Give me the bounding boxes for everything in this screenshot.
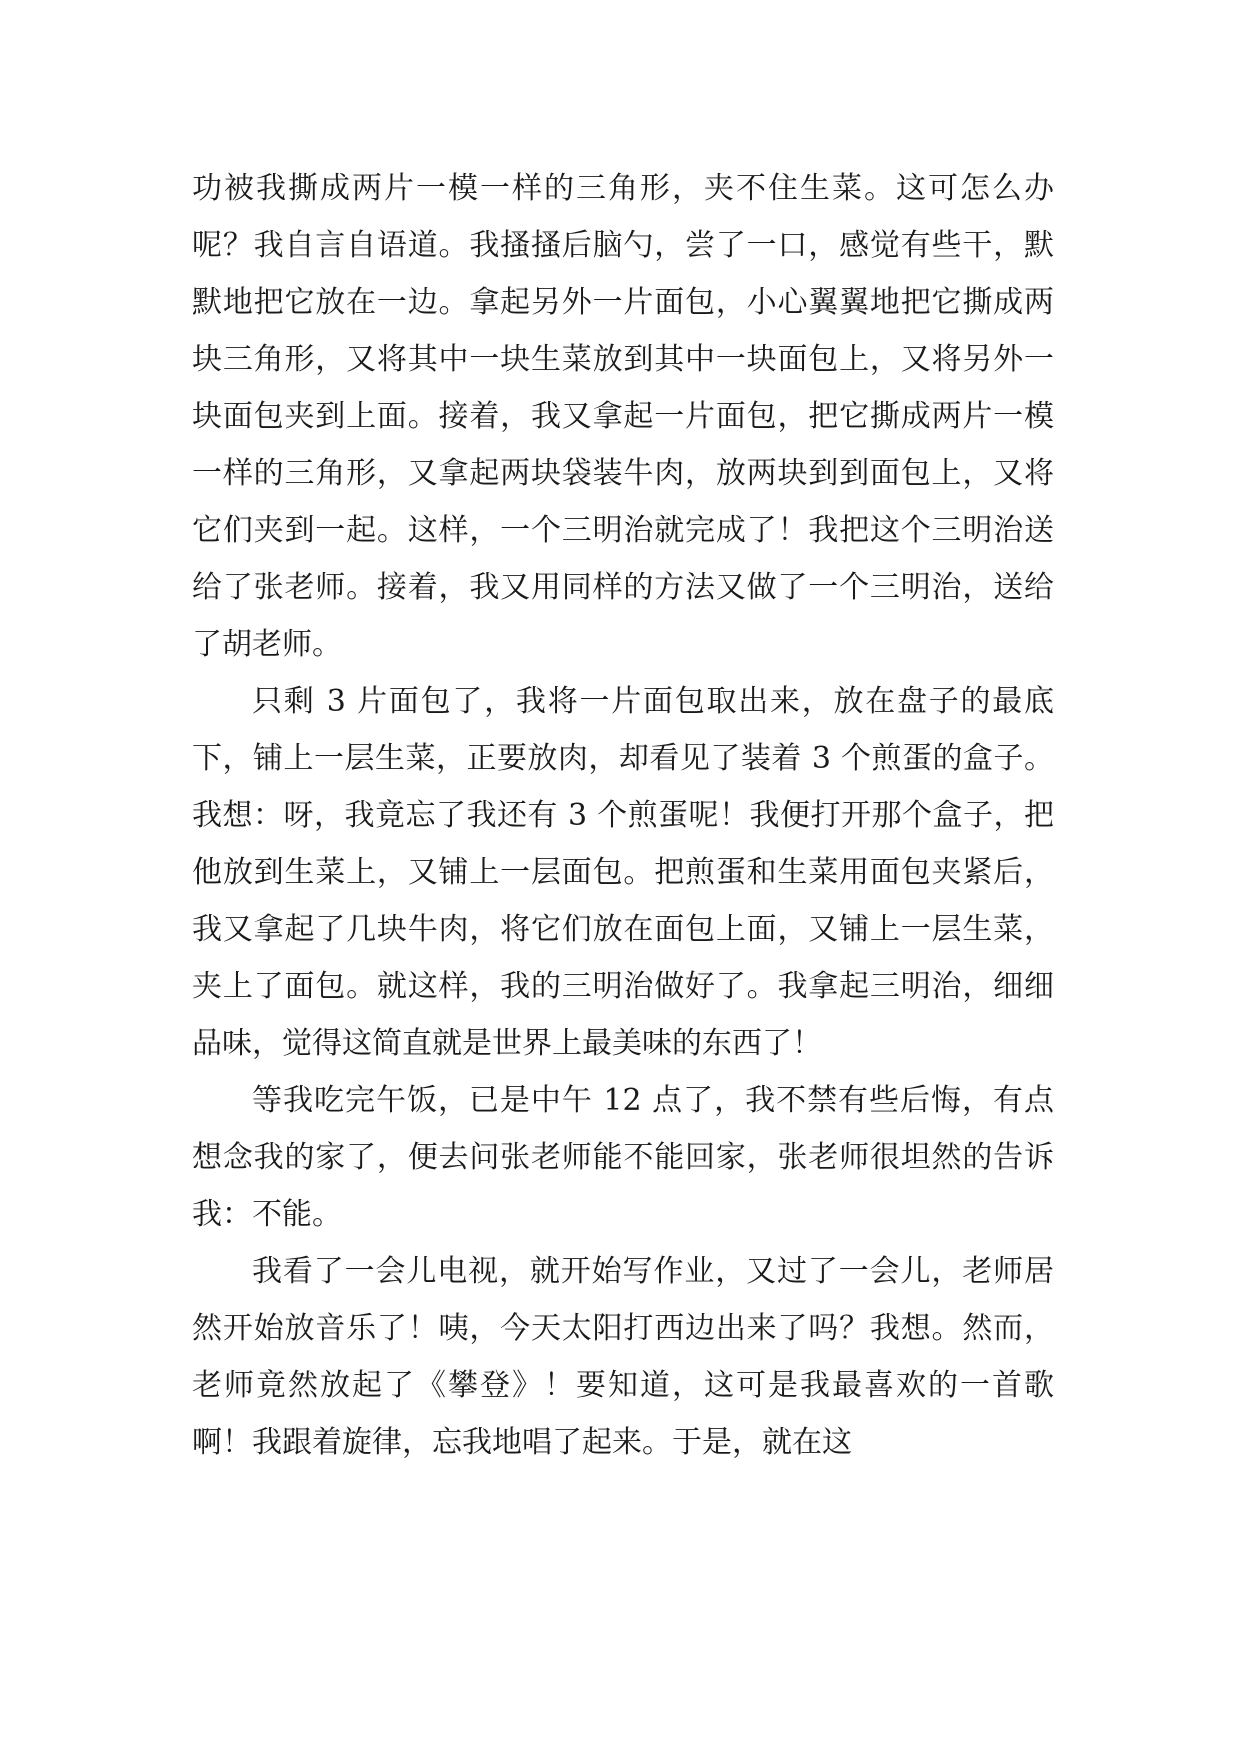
paragraph-4: 我看了一会儿电视，就开始写作业，又过了一会儿，老师居然开始放音乐了！咦，今天太阳打西边出来了吗？我想。然而，老师竟然放起了《攀登》！要知道，这可是我最喜欢的一首歌啊！我跟着旋律，忘我地唱了起来。于是，就在这	[192, 1254, 1054, 1460]
paragraph-2: 只剩 3 片面包了，我将一片面包取出来，放在盘子的最底下，铺上一层生菜，正要放肉，却看见了装着 3 个煎蛋的盒子。我想：呀，我竟忘了我还有 3 个煎蛋呢！我便打开那个盒子，把他放到生菜上，又铺上一层面包。把煎蛋和生菜用面包夹紧后，我又拿起了几块牛肉，将它们放在面包上面，又铺上一层生菜，夹上了面包。就这样，我的三明治做好了。我拿起三明治，细细品味，觉得这简直就是世界上最美味的东西了！	[192, 684, 1054, 1061]
body-text	[192, 160, 1054, 1471]
paragraph-3: 等我吃完午饭，已是中午 12 点了，我不禁有些后悔，有点想念我的家了，便去问张老师能不能回家，张老师很坦然的告诉我：不能。	[192, 1083, 1054, 1232]
paragraph-1: 功被我撕成两片一模一样的三角形，夹不住生菜。这可怎么办呢？我自言自语道。我搔搔后脑勺，尝了一口，感觉有些干，默默地把它放在一边。拿起另外一片面包，小心翼翼地把它撕成两块三角形，又将其中一块生菜放到其中一块面包上，又将另外一块面包夹到上面。接着，我又拿起一片面包，把它撕成两片一模一样的三角形，又拿起两块袋装牛肉，放两块到到面包上，又将它们夹到一起。这样，一个三明治就完成了！我把这个三明治送给了张老师。接着，我又用同样的方法又做了一个三明治，送给了胡老师。	[192, 171, 1054, 662]
